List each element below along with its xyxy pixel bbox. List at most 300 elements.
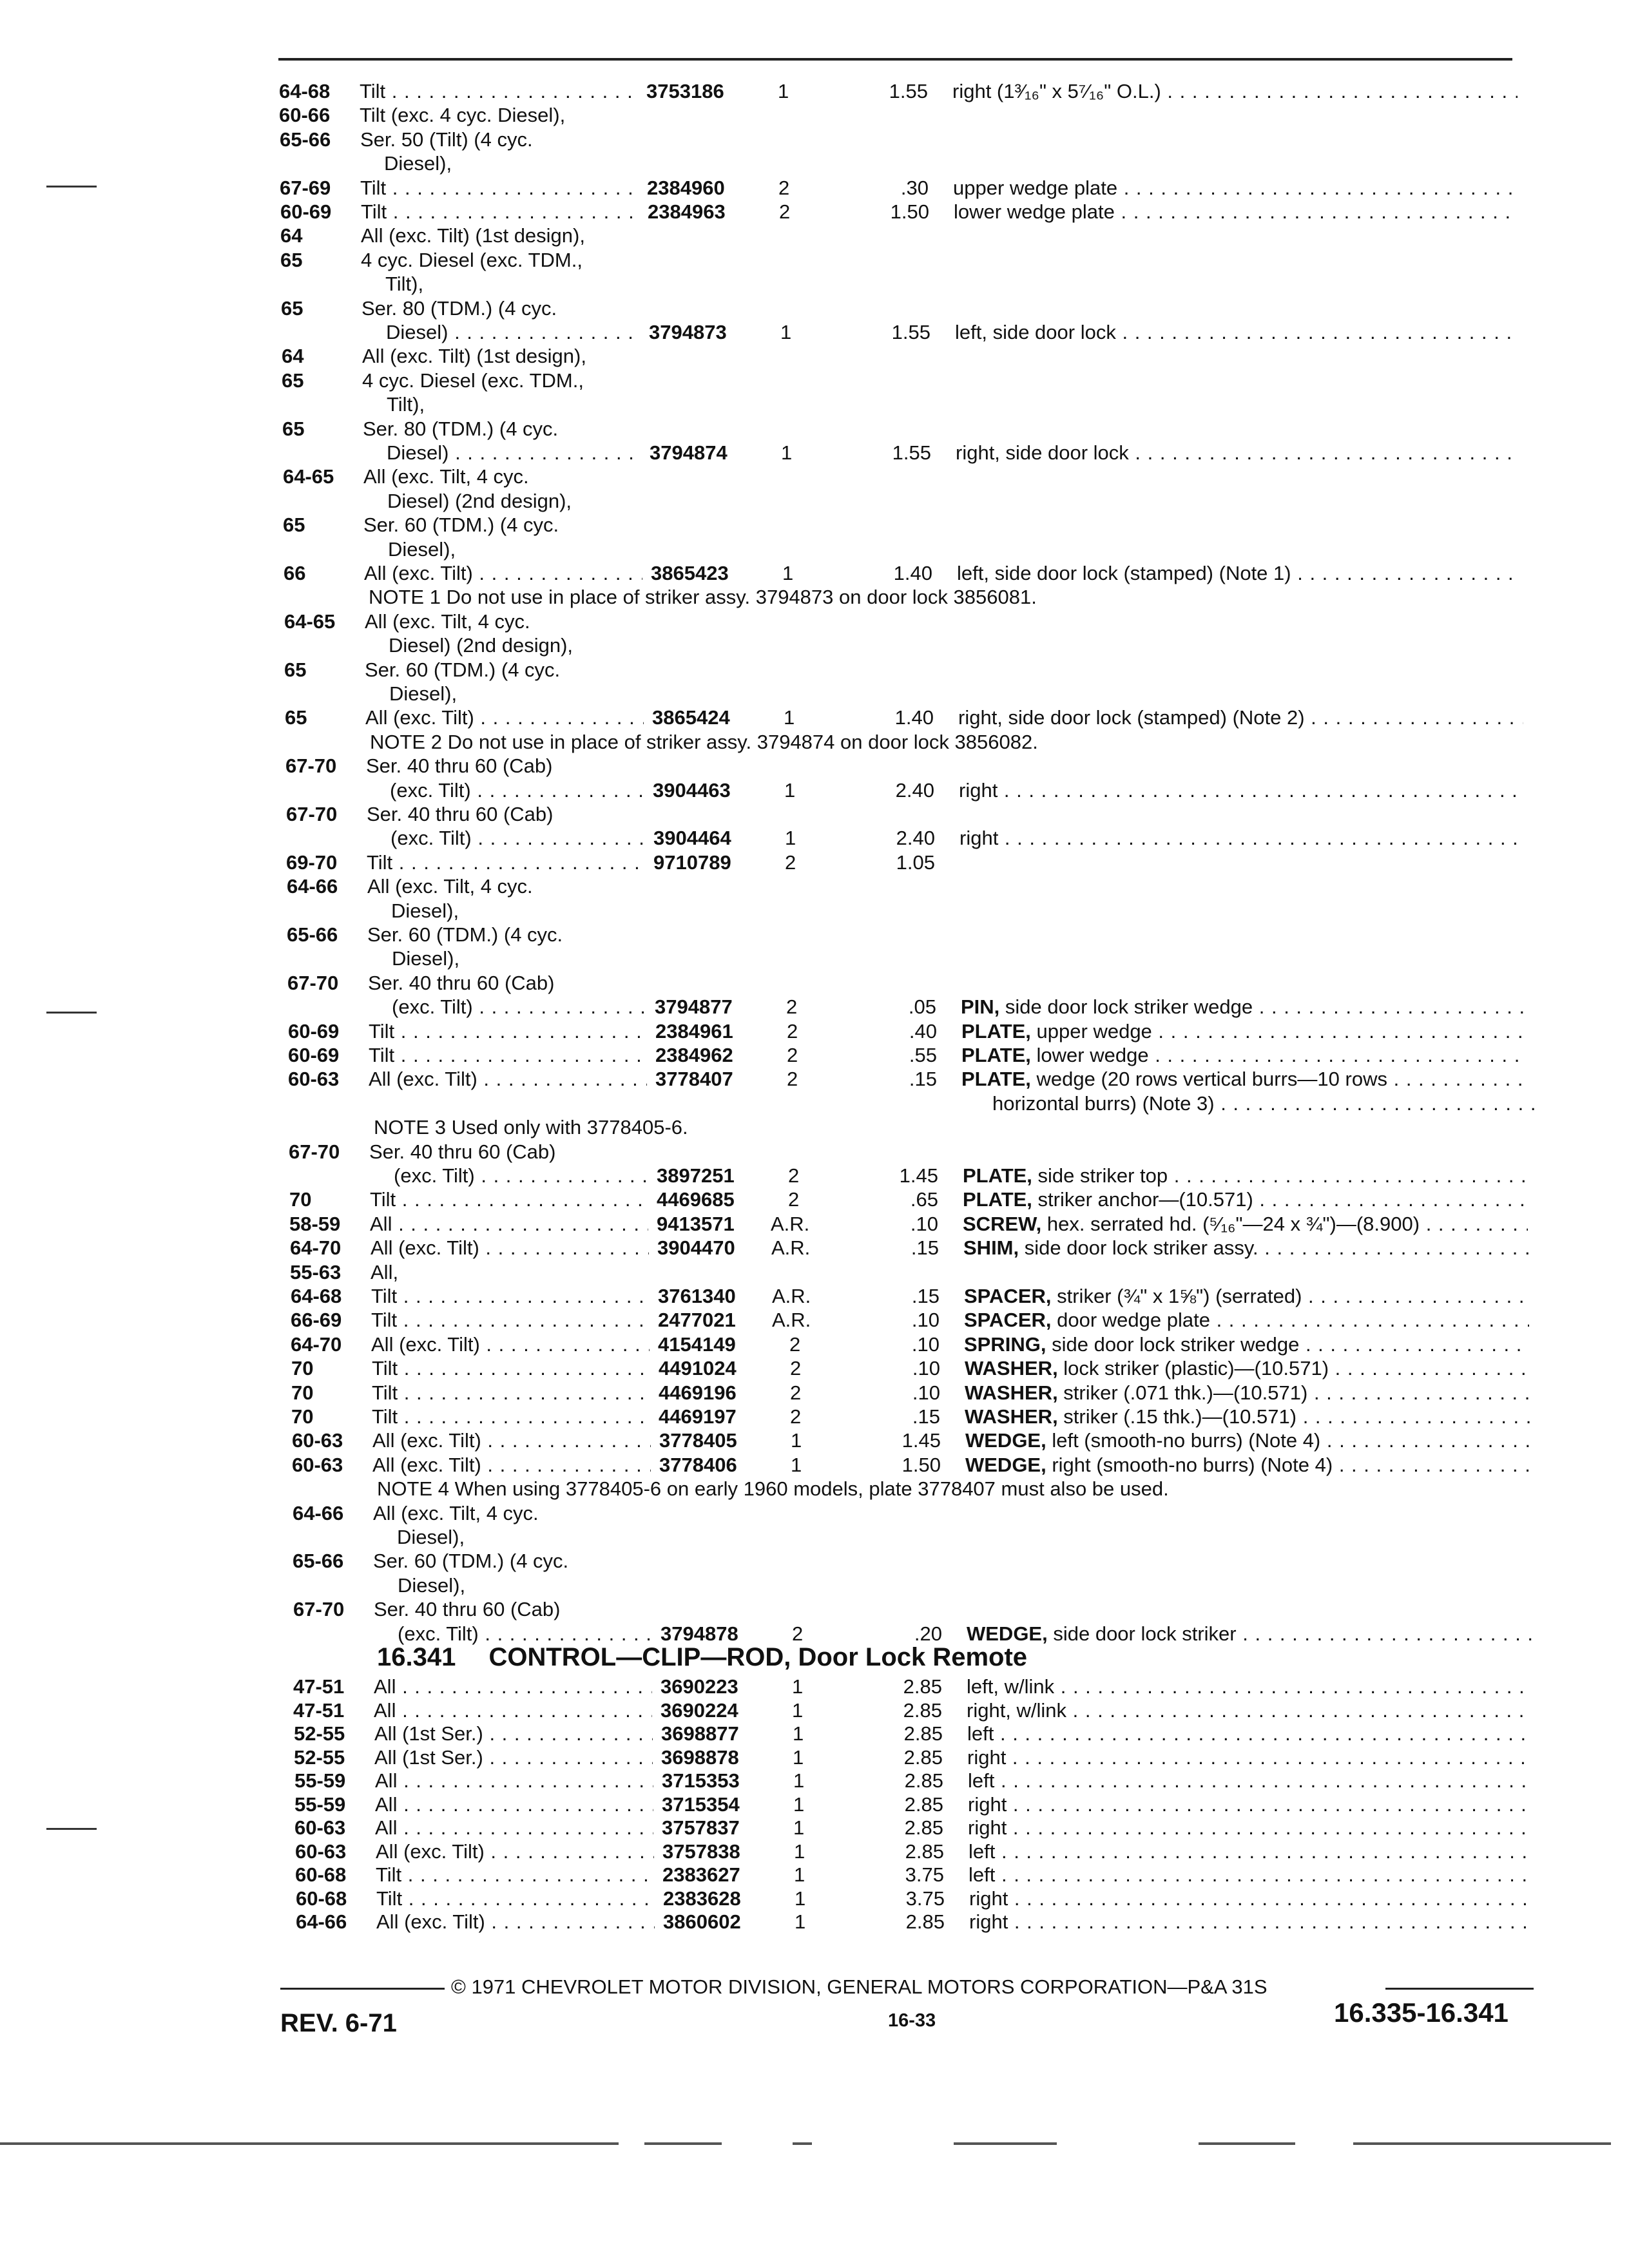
list-price: .30 xyxy=(900,176,929,199)
model-application: Ser. 40 thru 60 (Cab) xyxy=(369,1140,556,1163)
part-description xyxy=(963,1164,1528,1187)
list-price: 1.50 xyxy=(890,200,929,223)
description-text: left xyxy=(969,1840,996,1863)
description-text: left (smooth-no burrs) (Note 4) xyxy=(1052,1429,1321,1452)
part-number: 3690223 xyxy=(660,1675,738,1698)
part-description xyxy=(956,441,1521,465)
part-name: SPRING, xyxy=(964,1332,1052,1356)
part-name: WEDGE, xyxy=(965,1429,1052,1452)
year-range: 55-59 xyxy=(294,1792,346,1816)
model-application: Ser. 60 (TDM.) (4 cyc. xyxy=(373,1550,569,1573)
model-application: All (exc. Tilt) (1st design), xyxy=(361,224,585,247)
footer-rule-right xyxy=(1385,1988,1534,1990)
description-text: striker anchor—(10.571) xyxy=(1037,1188,1253,1211)
model-application: All (exc. Tilt) . . . xyxy=(369,1068,647,1091)
model-application: Tilt . . . xyxy=(376,1863,654,1887)
quantity: 1 xyxy=(791,1429,802,1452)
copyright-line: © 1971 CHEVROLET MOTOR DIVISION, GENERAL MOTORS CORPORATION—P&A 31S xyxy=(451,1975,1268,1998)
part-name: PLATE, xyxy=(961,1068,1037,1091)
model-application: Ser. 40 thru 60 (Cab) xyxy=(368,971,555,994)
year-range: 60-69 xyxy=(288,1019,340,1043)
part-number: 2383627 xyxy=(662,1863,740,1886)
part-description xyxy=(969,1840,1534,1863)
year-range: 58-59 xyxy=(289,1212,341,1235)
model-application: Ser. 60 (TDM.) (4 cyc. xyxy=(365,658,561,681)
part-name: SPACER, xyxy=(964,1309,1057,1332)
year-range: 67-70 xyxy=(285,754,337,778)
part-description xyxy=(961,1068,1527,1091)
description-text: lower wedge plate xyxy=(954,200,1115,223)
model-application: 4 cyc. Diesel (exc. TDM., xyxy=(361,248,583,271)
model-application: (exc. Tilt) . . . xyxy=(390,779,644,802)
model-application: Tilt . . . xyxy=(371,1285,650,1308)
model-application: All . . . xyxy=(375,1769,653,1792)
description-text: left, side door lock xyxy=(955,321,1116,343)
year-range: 52-55 xyxy=(294,1745,345,1769)
part-description xyxy=(965,1429,1530,1452)
year-range: 64-65 xyxy=(283,465,334,488)
list-price: 2.85 xyxy=(903,1745,943,1769)
part-description xyxy=(965,1454,1530,1477)
list-price: 2.85 xyxy=(904,1769,943,1792)
part-name: SHIM, xyxy=(963,1236,1025,1260)
list-price: .10 xyxy=(911,1332,940,1356)
part-description xyxy=(968,1793,1533,1816)
quantity: 1 xyxy=(792,1698,804,1722)
year-range: 60-68 xyxy=(295,1863,347,1886)
list-price: .55 xyxy=(909,1044,937,1066)
quantity: 1 xyxy=(793,1769,805,1792)
list-price: 2.85 xyxy=(905,1910,945,1933)
revision-label: REV. 6-71 xyxy=(280,2009,397,2037)
model-application: Tilt . . . xyxy=(372,1357,650,1380)
part-description xyxy=(967,1699,1532,1722)
description-text: right, w/link xyxy=(967,1698,1067,1722)
description-text: right, side door lock (stamped) (Note 2) xyxy=(958,706,1305,729)
description-text: side door lock striker wedge xyxy=(1005,995,1253,1019)
part-number: 2477021 xyxy=(658,1309,736,1332)
part-number: 3761340 xyxy=(658,1285,736,1307)
part-number: 3698877 xyxy=(661,1722,739,1745)
year-range: 66-69 xyxy=(291,1309,342,1332)
quantity: 1 xyxy=(793,1816,805,1839)
part-number: 3715353 xyxy=(662,1769,740,1792)
year-range: 60-69 xyxy=(280,200,332,223)
description-text: striker (¾" x 1⅝") (serrated) xyxy=(1057,1285,1302,1307)
part-number: 4469196 xyxy=(659,1381,737,1404)
description-text: upper wedge xyxy=(1036,1019,1152,1043)
part-number: 3794873 xyxy=(649,321,727,343)
note-text: NOTE 4 When using 3778405-6 on early 1960 models, plate 3778407 must also be used. xyxy=(377,1477,1169,1501)
part-description xyxy=(969,1863,1534,1887)
model-application: (exc. Tilt) . . . xyxy=(398,1622,652,1646)
model-application: Tilt . . . xyxy=(370,1188,648,1211)
part-number: 2384962 xyxy=(655,1044,733,1066)
model-application: Tilt . . . xyxy=(367,851,645,874)
part-number: 3794878 xyxy=(660,1622,738,1645)
part-name: WASHER, xyxy=(965,1405,1064,1428)
list-price: .15 xyxy=(911,1236,939,1260)
year-range: 64-66 xyxy=(287,875,338,898)
year-range: 70 xyxy=(291,1357,314,1380)
year-range: 64-65 xyxy=(284,610,336,633)
footer-rule-left xyxy=(280,1988,445,1990)
part-number: 2384960 xyxy=(647,176,725,199)
list-price: 2.85 xyxy=(903,1722,943,1745)
model-application: All (exc. Tilt) . . . xyxy=(376,1840,654,1863)
model-application: All (exc. Tilt) (1st design), xyxy=(362,345,586,368)
list-price: .15 xyxy=(911,1285,940,1307)
part-description xyxy=(959,827,1525,850)
model-application: Ser. 80 (TDM.) (4 cyc. xyxy=(361,296,557,320)
description-text: lower wedge xyxy=(1036,1044,1149,1066)
part-number: 3778406 xyxy=(659,1453,737,1476)
year-range: 70 xyxy=(291,1381,314,1404)
year-range: 47-51 xyxy=(293,1698,345,1722)
part-number: 3860602 xyxy=(663,1910,741,1933)
description-text: striker (.071 thk.)—(10.571) xyxy=(1063,1381,1308,1404)
year-range: 64-70 xyxy=(290,1236,342,1260)
part-description xyxy=(967,1622,1532,1646)
part-number: 3904464 xyxy=(653,827,731,850)
model-application: Ser. 50 (Tilt) (4 cyc. xyxy=(360,128,533,151)
list-price: 1.55 xyxy=(892,441,931,464)
model-application: All . . . xyxy=(374,1675,652,1698)
description-text: upper wedge plate xyxy=(953,176,1118,199)
model-application: Diesel), xyxy=(391,899,459,922)
quantity: 2 xyxy=(787,1044,798,1066)
scan-artifact-line xyxy=(0,2142,1629,2146)
quantity: 2 xyxy=(787,1019,798,1043)
description-text: side striker top xyxy=(1037,1164,1168,1187)
part-description xyxy=(964,1309,1529,1332)
quantity: 2 xyxy=(788,1188,800,1211)
description-text: left xyxy=(968,1769,995,1792)
model-application: Tilt . . . xyxy=(361,200,639,224)
quantity: 2 xyxy=(785,850,796,874)
part-number: 3778405 xyxy=(659,1429,737,1452)
model-application: All (exc. Tilt) . . . xyxy=(365,706,644,729)
part-description xyxy=(967,1675,1532,1698)
model-application: All (exc. Tilt) . . . xyxy=(372,1429,651,1452)
model-application: Tilt . . . xyxy=(372,1405,650,1428)
part-name: SCREW, xyxy=(963,1212,1047,1235)
quantity: A.R. xyxy=(772,1285,811,1307)
part-description xyxy=(964,1333,1529,1356)
model-application: (exc. Tilt) . . . xyxy=(390,827,645,850)
description-text: wedge (20 rows vertical burrs—10 rows xyxy=(1036,1068,1387,1091)
part-number: 3794877 xyxy=(655,995,733,1019)
year-range: 60-63 xyxy=(292,1429,343,1452)
list-price: 1.55 xyxy=(891,321,930,343)
model-application: All (exc. Tilt) . . . xyxy=(372,1454,651,1477)
model-application: All (exc. Tilt) . . . xyxy=(376,1910,655,1934)
part-name: PLATE, xyxy=(963,1164,1038,1187)
part-description xyxy=(959,779,1524,802)
list-price: 2.85 xyxy=(904,1816,943,1839)
part-description xyxy=(967,1746,1532,1769)
model-application: Ser. 80 (TDM.) (4 cyc. xyxy=(363,417,559,440)
section-heading xyxy=(377,1643,1027,1672)
model-application: Diesel) (2nd design), xyxy=(387,489,572,512)
description-text: left, side door lock (stamped) (Note 1) xyxy=(957,562,1291,584)
quantity: 1 xyxy=(791,1453,802,1476)
part-number: 3794874 xyxy=(650,441,728,464)
model-application: All, xyxy=(371,1260,399,1283)
quantity: A.R. xyxy=(772,1309,811,1332)
description-text: striker (.15 thk.)—(10.571) xyxy=(1063,1405,1297,1428)
model-application: Tilt), xyxy=(387,393,425,416)
quantity: 1 xyxy=(793,1745,804,1769)
description-text: right xyxy=(969,1887,1008,1910)
model-application: Diesel), xyxy=(384,152,452,175)
note-text: NOTE 1 Do not use in place of striker assy. 3794873 on door lock 3856081. xyxy=(369,586,1037,609)
part-description xyxy=(963,1213,1528,1236)
description-text: left, w/link xyxy=(967,1675,1055,1698)
part-description xyxy=(958,706,1523,729)
year-range: 60-63 xyxy=(295,1840,347,1863)
note-text: NOTE 2 Do not use in place of striker assy. 3794874 on door lock 3856082. xyxy=(370,730,1038,753)
quantity: 1 xyxy=(784,706,795,729)
part-number: 9710789 xyxy=(653,850,731,874)
quantity: 1 xyxy=(795,1910,806,1933)
quantity: 2 xyxy=(790,1381,802,1404)
part-number: 3865423 xyxy=(651,562,729,584)
model-application: Tilt . . . xyxy=(371,1309,650,1332)
part-number: 3757838 xyxy=(662,1840,740,1863)
year-range: 64-68 xyxy=(291,1285,342,1307)
list-price: 2.85 xyxy=(903,1698,942,1722)
part-number: 3715354 xyxy=(662,1792,740,1816)
model-application: (exc. Tilt) . . . xyxy=(394,1164,648,1187)
part-description xyxy=(957,562,1522,585)
description-text: right xyxy=(968,1816,1007,1839)
model-application: 4 cyc. Diesel (exc. TDM., xyxy=(362,369,584,392)
quantity: 2 xyxy=(778,176,790,199)
part-number: 3778407 xyxy=(655,1068,733,1091)
part-description xyxy=(961,995,1526,1019)
model-application: Ser. 60 (TDM.) (4 cyc. xyxy=(363,514,559,537)
list-price: .40 xyxy=(909,1019,937,1043)
quantity: 2 xyxy=(790,1405,802,1428)
part-number: 4469685 xyxy=(657,1188,735,1211)
description-text: lock striker (plastic)—(10.571) xyxy=(1063,1357,1329,1380)
description-continuation: horizontal burrs) (Note 3) . . . xyxy=(992,1092,1537,1115)
year-range: 60-63 xyxy=(288,1068,340,1091)
quantity: 1 xyxy=(795,1887,806,1910)
year-range: 65 xyxy=(281,296,304,320)
part-number: 4469197 xyxy=(659,1405,737,1428)
year-range: 60-68 xyxy=(296,1887,347,1910)
part-name: WASHER, xyxy=(965,1357,1064,1380)
year-range: 65 xyxy=(282,417,305,440)
section-range: 16.335-16.341 xyxy=(1334,1997,1509,2028)
part-description xyxy=(965,1405,1530,1428)
year-range: 65-66 xyxy=(293,1550,344,1573)
model-application: All . . . xyxy=(370,1213,648,1236)
part-name: PLATE, xyxy=(961,1044,1037,1066)
part-description xyxy=(963,1188,1528,1211)
year-range: 64 xyxy=(280,224,303,247)
section-title: CONTROL—CLIP—ROD, Door Lock Remote xyxy=(488,1643,1028,1671)
part-description xyxy=(968,1816,1533,1840)
part-number: 3698878 xyxy=(661,1745,739,1769)
quantity: 1 xyxy=(778,80,789,102)
part-description xyxy=(961,1044,1527,1067)
quantity: 1 xyxy=(782,562,794,584)
part-description xyxy=(961,1020,1527,1043)
list-price: 3.75 xyxy=(905,1887,945,1910)
year-range: 55-63 xyxy=(290,1260,342,1283)
part-description xyxy=(963,1236,1528,1260)
model-application: Tilt), xyxy=(385,273,424,296)
year-range: 60-63 xyxy=(294,1816,346,1839)
model-application: All . . . xyxy=(375,1816,653,1840)
part-name: SPACER, xyxy=(964,1285,1057,1307)
part-name: WASHER, xyxy=(965,1381,1064,1404)
part-number: 4491024 xyxy=(659,1357,737,1380)
quantity: A.R. xyxy=(771,1236,811,1260)
model-application: Diesel) . . . xyxy=(386,321,641,344)
model-application: Ser. 60 (TDM.) (4 cyc. xyxy=(367,923,563,946)
part-description xyxy=(967,1722,1532,1745)
model-application: All (exc. Tilt) . . . xyxy=(371,1333,650,1356)
year-range: 67-70 xyxy=(287,971,339,994)
model-application: Tilt . . . xyxy=(360,80,638,103)
year-range: 64-68 xyxy=(279,80,331,102)
part-description xyxy=(953,177,1518,200)
description-text: right xyxy=(969,1910,1008,1933)
list-price: .15 xyxy=(909,1068,937,1091)
year-range: 65 xyxy=(283,514,305,537)
model-application: Diesel), xyxy=(397,1526,465,1548)
year-range: 47-51 xyxy=(293,1675,345,1698)
quantity: A.R. xyxy=(771,1212,810,1235)
model-application: Tilt . . . xyxy=(376,1887,655,1910)
quantity: 2 xyxy=(789,1332,801,1356)
quantity: 1 xyxy=(785,827,796,850)
quantity: 1 xyxy=(793,1722,804,1745)
year-range: 70 xyxy=(291,1405,314,1428)
part-number: 3753186 xyxy=(646,80,724,102)
part-description xyxy=(964,1285,1529,1308)
quantity: 2 xyxy=(788,1164,800,1187)
part-name: PIN, xyxy=(961,995,1005,1019)
model-application: Tilt . . . xyxy=(372,1381,650,1405)
quantity: 1 xyxy=(780,321,792,343)
note-text: NOTE 3 Used only with 3778405-6. xyxy=(374,1116,688,1139)
model-application: All (exc. Tilt, 4 cyc. xyxy=(373,1501,539,1524)
model-application: All (exc. Tilt) . . . xyxy=(364,562,642,585)
list-price: 1.50 xyxy=(901,1453,941,1476)
list-price: .15 xyxy=(912,1405,940,1428)
part-description xyxy=(954,200,1519,224)
model-application: Tilt . . . xyxy=(369,1044,647,1067)
section-number: 16.341 xyxy=(377,1643,456,1671)
description-text: right (1³⁄₁₆" x 5⁷⁄₁₆" O.L.) xyxy=(952,80,1161,102)
model-application: Diesel), xyxy=(398,1573,466,1597)
list-price: 2.40 xyxy=(896,827,935,850)
year-range: 64-70 xyxy=(291,1332,342,1356)
list-price: 2.85 xyxy=(903,1675,942,1698)
list-price: 2.85 xyxy=(904,1792,943,1816)
description-text: right xyxy=(959,778,998,802)
description-text: side door lock striker assy. xyxy=(1024,1236,1258,1260)
part-number: 4154149 xyxy=(658,1332,736,1356)
year-range: 52-55 xyxy=(294,1722,345,1745)
list-price: 1.40 xyxy=(893,562,932,584)
year-range: 67-70 xyxy=(286,803,338,825)
year-range: 60-66 xyxy=(279,104,331,127)
list-price: 2.40 xyxy=(895,778,934,802)
list-price: .10 xyxy=(910,1212,938,1235)
list-price: .05 xyxy=(908,995,936,1019)
model-application: Diesel) . . . xyxy=(387,441,641,465)
part-number: 2383628 xyxy=(663,1887,741,1910)
part-description xyxy=(965,1357,1530,1380)
page-number: 16-33 xyxy=(888,2010,936,2031)
quantity: 1 xyxy=(794,1840,805,1863)
model-application: All (1st Ser.) . . . xyxy=(374,1746,653,1769)
part-description xyxy=(968,1769,1533,1792)
part-number: 2384963 xyxy=(648,200,726,223)
part-description xyxy=(969,1910,1534,1934)
model-application: All (1st Ser.) . . . xyxy=(374,1722,653,1745)
year-range: 66 xyxy=(284,562,306,584)
list-price: 1.05 xyxy=(896,850,935,874)
list-price: 2.85 xyxy=(905,1840,944,1863)
model-application: All (exc. Tilt, 4 cyc. xyxy=(363,465,529,488)
quantity: 1 xyxy=(794,1863,805,1886)
part-number: 3690224 xyxy=(660,1698,738,1722)
model-application: Tilt (exc. 4 cyc. Diesel), xyxy=(360,104,566,127)
model-application: All (exc. Tilt) . . . xyxy=(371,1236,649,1260)
part-number: 3897251 xyxy=(657,1164,735,1187)
model-application: Diesel), xyxy=(392,947,460,970)
model-application: All (exc. Tilt, 4 cyc. xyxy=(365,610,530,633)
part-name: PLATE, xyxy=(963,1188,1038,1211)
year-range: 65 xyxy=(285,706,307,729)
model-application: All . . . xyxy=(375,1793,653,1816)
part-name: PLATE, xyxy=(961,1019,1037,1043)
list-price: 1.45 xyxy=(899,1164,938,1187)
part-description xyxy=(965,1381,1530,1405)
model-application: All (exc. Tilt, 4 cyc. xyxy=(367,875,533,898)
year-range: 60-63 xyxy=(292,1453,343,1476)
list-price: .10 xyxy=(912,1381,940,1404)
year-range: 65 xyxy=(282,369,304,392)
year-range: 69-70 xyxy=(286,850,338,874)
description-text: door wedge plate xyxy=(1057,1309,1210,1332)
year-range: 67-69 xyxy=(280,176,331,199)
year-range: 65-66 xyxy=(287,923,338,946)
part-number: 3865424 xyxy=(652,706,730,729)
list-price: .65 xyxy=(910,1188,938,1211)
description-text: right, side door lock xyxy=(956,441,1129,464)
list-price: 1.55 xyxy=(889,80,928,102)
part-number: 2384961 xyxy=(655,1019,733,1043)
description-text: right xyxy=(967,1745,1007,1769)
model-application: Ser. 40 thru 60 (Cab) xyxy=(374,1598,561,1621)
list-price: .10 xyxy=(912,1357,940,1380)
list-price: 1.40 xyxy=(894,706,934,729)
description-text: side door lock striker xyxy=(1053,1622,1237,1645)
part-description xyxy=(952,80,1518,103)
part-number: 3904463 xyxy=(653,778,731,802)
model-application: Ser. 40 thru 60 (Cab) xyxy=(367,803,554,825)
part-number: 3904470 xyxy=(657,1236,735,1260)
year-range: 65-66 xyxy=(280,128,331,151)
